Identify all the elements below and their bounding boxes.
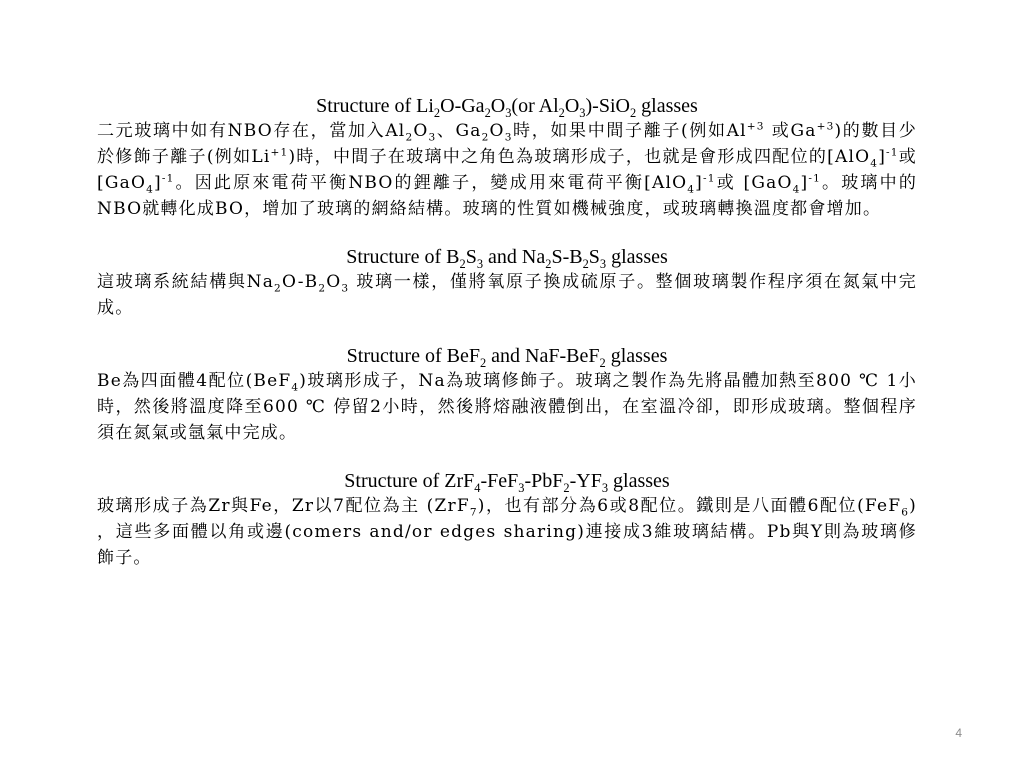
- superscript: +3: [746, 120, 765, 133]
- text-run: 。玻璃中的NBO就轉化成BO，增加了玻璃的網絡結構。玻璃的性質如機械強度，或玻璃轉換溫度都會增加。: [97, 173, 918, 219]
- section-title: [97, 94, 917, 118]
- text-run: )玻璃形成子，Na為玻璃修飾子。玻璃之製作為先將晶體加熱至800 ℃ 1小時，然後將溫度降至600 ℃ 停留2小時，然後將熔融液體倒出，在室溫冷卻，即形成玻璃。整個程序須在氮氣或氬氣中完成。: [97, 371, 917, 443]
- section-bef2: [97, 344, 917, 446]
- subscript: 7: [469, 506, 478, 519]
- text-run: 或 [GaO: [715, 173, 793, 193]
- superscript: -1: [808, 172, 822, 185]
- text-run: O: [564, 95, 580, 117]
- subscript: 2: [274, 282, 282, 295]
- text-run: 或 [GaO: [97, 147, 918, 193]
- section-title: [97, 469, 917, 493]
- text-run: Structure of B: [346, 246, 460, 268]
- text-run: O-B: [281, 272, 319, 292]
- text-run: )時，中間子在玻璃中之角色為玻璃形成子，也就是會形成四配位的[AlO: [288, 147, 871, 167]
- section-body: [97, 269, 917, 321]
- text-run: S-B: [551, 246, 583, 268]
- text-run: 玻璃一樣，僅將氧原子換成硫原子。整個玻璃製作程序須在氮氣中完成。: [97, 272, 918, 318]
- subscript: 2: [318, 282, 327, 295]
- superscript: +3: [816, 120, 835, 133]
- text-run: S: [465, 246, 477, 268]
- text-run: Structure of BeF: [346, 345, 480, 367]
- text-run: 或Ga: [764, 121, 817, 141]
- subscript: 2: [558, 106, 565, 120]
- subscript: 2: [484, 106, 491, 120]
- text-run: ]: [878, 147, 887, 167]
- text-run: )，也有部分為6或8配位。鐵則是八面體6配位(FeF: [477, 496, 902, 516]
- text-run: Structure of Li: [316, 95, 434, 117]
- section-body: [97, 118, 917, 222]
- text-run: glasses: [636, 95, 698, 117]
- text-run: ]: [154, 173, 162, 193]
- text-run: 時，如果中間子離子(例如Al: [512, 121, 747, 141]
- subscript: 4: [870, 157, 879, 170]
- subscript: 3: [505, 106, 512, 120]
- text-run: ) ，這些多面體以角或邊(comers and/or edges sharing)連接成3維玻璃結構。Pb與Y則為玻璃修飾子。: [97, 496, 918, 568]
- text-run: O: [326, 272, 342, 292]
- section-body: [97, 493, 917, 571]
- text-run: and NaF-BeF: [486, 345, 600, 367]
- subscript: 4: [146, 183, 154, 196]
- section-title: [97, 245, 917, 269]
- subscript: 3: [601, 481, 609, 495]
- text-run: (or Al: [511, 95, 559, 117]
- subscript: 3: [476, 257, 484, 271]
- subscript: 3: [579, 106, 586, 120]
- subscript: 3: [428, 131, 437, 144]
- text-run: Be為四面體4配位(BeF: [97, 371, 292, 391]
- subscript: 2: [629, 106, 637, 120]
- text-run: ]: [695, 173, 704, 193]
- text-run: glasses: [608, 470, 670, 492]
- subscript: 4: [291, 381, 300, 394]
- subscript: 3: [341, 282, 350, 295]
- superscript: -1: [886, 146, 899, 159]
- slide-content: [97, 94, 917, 594]
- subscript: 2: [405, 131, 414, 144]
- text-run: O: [489, 121, 505, 141]
- text-run: O: [490, 95, 506, 117]
- section-b2s3: [97, 245, 917, 321]
- section-zrf4: [97, 469, 917, 571]
- text-run: )的數目少於修飾子離子(例如Li: [97, 121, 918, 167]
- text-run: 、Ga: [436, 121, 482, 141]
- section-title: [97, 344, 917, 368]
- text-run: glasses: [605, 345, 668, 367]
- text-run: -FeF: [480, 470, 519, 492]
- text-run: 玻璃形成子為Zr與Fe，Zr以7配位為主 (ZrF: [97, 496, 470, 516]
- text-run: S: [588, 246, 600, 268]
- text-run: -YF: [569, 470, 602, 492]
- subscript: 4: [687, 183, 696, 196]
- text-run: 。因此原來電荷平衡NBO的鋰離子，變成用來電荷平衡[AlO: [174, 173, 688, 193]
- section-li2o-ga2o3-sio2: [97, 94, 917, 222]
- section-body: [97, 368, 917, 446]
- text-run: O: [413, 121, 429, 141]
- subscript: 2: [481, 131, 490, 144]
- superscript: +1: [270, 146, 289, 159]
- subscript: 2: [459, 257, 466, 271]
- subscript: 3: [518, 481, 525, 495]
- subscript: 6: [901, 506, 910, 519]
- subscript: 3: [504, 131, 513, 144]
- subscript: 4: [474, 481, 481, 495]
- subscript: 3: [599, 257, 607, 271]
- subscript: 2: [433, 106, 441, 120]
- superscript: -1: [161, 172, 175, 185]
- superscript: -1: [703, 172, 716, 185]
- text-run: -PbF: [524, 470, 564, 492]
- text-run: glasses: [606, 246, 668, 268]
- text-run: 這玻璃系統結構與Na: [97, 272, 275, 292]
- subscript: 4: [792, 183, 801, 196]
- text-run: ]: [800, 173, 809, 193]
- subscript: 2: [479, 356, 487, 370]
- subscript: 2: [563, 481, 570, 495]
- subscript: 2: [599, 356, 606, 370]
- text-run: Structure of ZrF: [344, 470, 475, 492]
- text-run: and Na: [483, 246, 546, 268]
- text-run: 二元玻璃中如有NBO存在，當加入Al: [97, 121, 406, 141]
- text-run: O-Ga: [440, 95, 485, 117]
- page-number: 4: [955, 726, 962, 740]
- subscript: 2: [545, 257, 552, 271]
- text-run: )-SiO: [585, 95, 630, 117]
- subscript: 2: [582, 257, 589, 271]
